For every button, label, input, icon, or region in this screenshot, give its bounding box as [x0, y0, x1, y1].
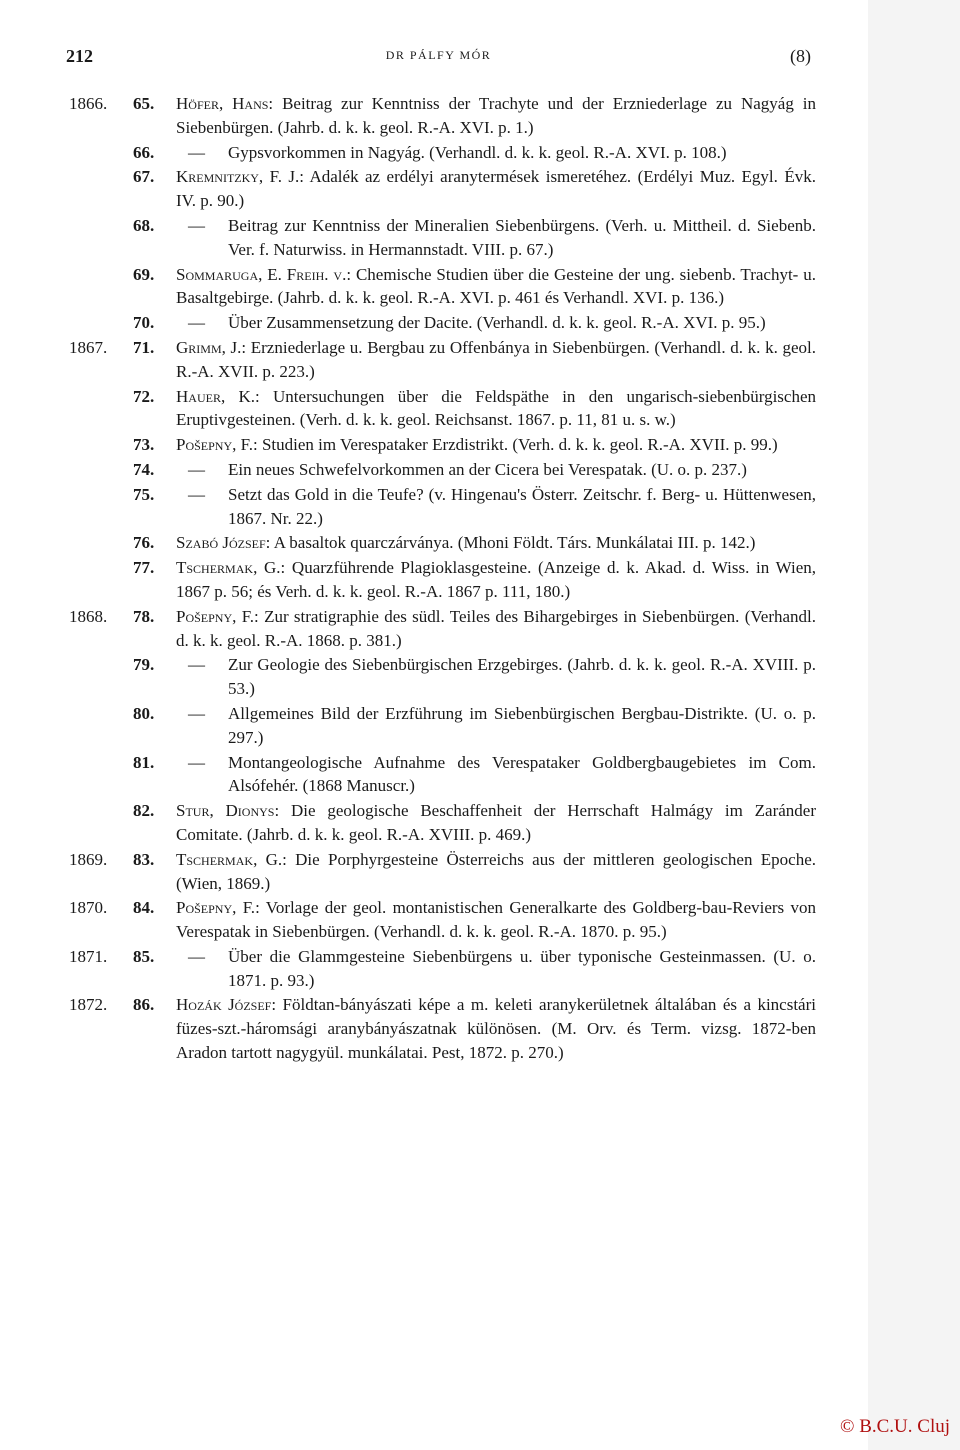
entry-text	[228, 141, 816, 165]
section-number: (8)	[790, 46, 811, 66]
entry-text	[176, 336, 816, 384]
bibliography-entry	[66, 605, 816, 653]
bibliography-entry	[66, 458, 816, 482]
entry-text	[228, 483, 816, 531]
entry-title: Gypsvorkommen in Nagyág. (Verhandl. d. k. k. geol. R.-A. XVI. p. 108.)	[228, 142, 727, 162]
entry-title: : Studien im Verespataker Erzdistrikt. (Verh. d. k. k. geol. R.-A. XVII. p. 99.)	[252, 435, 778, 455]
bibliography-entry	[66, 336, 816, 384]
entry-title: : Chemische Studien über die Gesteine der ung. siebenb. Trachyt- u. Basaltgebirge. (Jahrb. d. k. k. geol. R.-A. XVI. p. 461 és Verhandl. XVI. p. 136.)	[176, 264, 816, 308]
entry-author: Kremnitzky, F. J.	[176, 167, 300, 187]
entry-title: : Vorlage der geol. montanistischen Generalkarte des Goldberg-bau-Reviers von Verespatak in Siebenbürgen. (Verhandl. d. k. k. geol. R.-A. 1870. p. 95.)	[176, 898, 816, 942]
entry-ditto-dash: —	[188, 142, 205, 162]
bibliography-entry	[66, 311, 816, 335]
entry-author: Tschermak, G.	[176, 849, 283, 869]
entry-text	[176, 92, 816, 140]
bibliography-entry	[66, 702, 816, 750]
bibliography-entry	[66, 945, 816, 993]
entry-title: Beitrag zur Kenntniss der Mineralien Siebenbürgens. (Verh. u. Mittheil. d. Siebenb. Ver. f. Naturwiss. in Hermannstadt. VIII. p. 67.)	[228, 215, 816, 259]
bibliography-entry	[66, 993, 816, 1064]
entry-ditto-dash: —	[188, 484, 205, 504]
entry-year: 1872.	[69, 995, 108, 1015]
entry-title: Über Zusammensetzung der Dacite. (Verhandl. d. k. k. geol. R.-A. XVI. p. 95.)	[228, 313, 766, 333]
entry-title: : Adalék az erdélyi aranytermések ismeretéhez. (Erdélyi Muz. Egyl. Évk. IV. p. 90.)	[176, 167, 816, 211]
entry-title: Zur Geologie des Siebenbürgischen Erzgebirges. (Jahrb. d. k. k. geol. R.-A. XVIII. p. 53.)	[228, 655, 816, 699]
entry-ditto-dash: —	[188, 459, 205, 479]
bibliography-entry	[66, 214, 816, 262]
bibliography-entry	[66, 385, 816, 433]
entry-year: 1867.	[69, 337, 108, 357]
entry-text	[228, 945, 816, 993]
entry-number: 78.	[133, 606, 155, 626]
entry-author: Pošepny, F.	[176, 435, 253, 455]
entry-author: Stur, Dionys	[176, 801, 275, 821]
entry-number: 82.	[133, 801, 155, 821]
entry-text	[228, 458, 816, 482]
bibliography-entry	[66, 483, 816, 531]
entry-number: 72.	[133, 386, 155, 406]
bibliography-entry	[66, 799, 816, 847]
entry-number: 71.	[133, 337, 155, 357]
entry-number: 79.	[133, 655, 155, 675]
entry-ditto-dash: —	[188, 703, 205, 723]
entry-author: Pošepny, F.	[176, 898, 256, 918]
entry-text	[176, 993, 816, 1064]
entry-text	[176, 263, 816, 311]
bibliography-entry	[66, 141, 816, 165]
entry-text	[228, 702, 816, 750]
bibliography-entry	[66, 263, 816, 311]
entry-year: 1868.	[69, 606, 108, 626]
entry-number: 76.	[133, 533, 155, 553]
bibliography-entry	[66, 433, 816, 457]
entry-title: Montangeologische Aufnahme des Verespataker Goldbergbaugebietes im Com. Alsófehér. (1868 Manuscr.)	[228, 752, 816, 796]
entry-title: : A basaltok quarczárványa. (Mhoni Földt. Társ. Munkálatai III. p. 142.)	[265, 533, 756, 553]
page-header	[66, 46, 811, 72]
bibliography-entry	[66, 165, 816, 213]
entry-number: 70.	[133, 313, 155, 333]
entry-year: 1866.	[69, 94, 108, 113]
entry-author: Tschermak, G.	[176, 558, 281, 578]
bibliography-entry	[66, 653, 816, 701]
entry-year: 1870.	[69, 898, 108, 918]
entry-text	[228, 751, 816, 799]
entry-number: 84.	[133, 898, 155, 918]
bibliography-entry	[66, 556, 816, 604]
entry-title: Über die Glammgesteine Siebenbürgens u. über typonische Gesteinmassen. (U. o. 1871. p. 93.)	[228, 946, 816, 990]
entry-ditto-dash: —	[188, 655, 205, 675]
entry-text	[228, 214, 816, 262]
entry-title: : Quarzführende Plagioklasgesteine. (Anzeige d. k. Akad. d. Wiss. in Wien, 1867 p. 56; és Verh. d. k. k. geol. R.-A. 1867 p. 111, 180.)	[176, 558, 817, 601]
entry-text	[176, 433, 816, 457]
entry-number: 75.	[133, 484, 155, 504]
entry-title: : Beitrag zur Kenntniss der Trachyte und der Erzniederlage zu Nagyág in Siebenbürgen. (Jahrb. d. k. k. geol. R.-A. XVI. p. 1.)	[176, 94, 817, 137]
entry-text	[176, 799, 816, 847]
entry-text	[228, 311, 816, 335]
entry-number: 65.	[133, 94, 155, 113]
entry-title: : Die geologische Beschaffenheit der Herrschaft Halmágy im Zaránder Comitate. (Jahrb. d. k. k. geol. R.-A. XVIII. p. 469.)	[176, 801, 816, 844]
entry-ditto-dash: —	[188, 946, 205, 966]
entry-year: 1871.	[69, 946, 108, 966]
bibliography-entry	[66, 751, 816, 799]
entry-title: : Untersuchungen über die Feldspäthe in den ungarisch-siebenbürgischen Eruptivgesteinen. (Verh. d. k. k. geol. Reichsanst. 1867. p. 11, 81 u. s. w.)	[176, 386, 816, 430]
entry-title: : Zur stratigraphie des südl. Teiles des Bihargebirges in Siebenbürgen. (Verhandl. d. k. k. geol. R.-A. 1868. p. 381.)	[176, 606, 816, 650]
entry-title: : Die Porphyrgesteine Österreichs aus der mittleren geologischen Epoche. (Wien, 1869.)	[176, 849, 816, 893]
entry-text	[176, 531, 816, 555]
bibliography-list	[66, 92, 816, 1066]
bibliography-entry	[66, 848, 816, 896]
entry-number: 77.	[133, 558, 155, 578]
scan-margin	[868, 0, 960, 1450]
entry-number: 66.	[133, 142, 155, 162]
entry-author: Hozák József	[176, 995, 272, 1015]
entry-number: 85.	[133, 946, 155, 966]
entry-ditto-dash: —	[188, 752, 205, 772]
entry-author: Sommaruga, E. Freih. v.	[176, 264, 347, 284]
entry-text	[176, 556, 816, 604]
entry-ditto-dash: —	[188, 313, 205, 333]
entry-number: 74.	[133, 459, 155, 479]
entry-text	[176, 896, 816, 944]
entry-number: 80.	[133, 703, 155, 723]
entry-text	[176, 165, 816, 213]
entry-title: : Földtan-bányászati képe a m. keleti aranykerületnek általában és a kincstári füzes-szt.-háromsági aranybányászatnak különösen. (M. Orv. és Term. vizsg. 1872-ben Aradon tartott nagygyül. munkálatai. Pest, 1872. p. 270.)	[176, 995, 816, 1063]
entry-number: 86.	[133, 995, 155, 1015]
entry-title: Allgemeines Bild der Erzführung im Siebenbürgischen Bergbau-Distrikte. (U. o. p. 297.)	[228, 703, 816, 747]
entry-text	[176, 385, 816, 433]
bibliography-entry	[66, 896, 816, 944]
entry-year: 1869.	[69, 849, 108, 869]
entry-text	[228, 653, 816, 701]
entry-number: 73.	[133, 435, 155, 455]
entry-author: Pošepny, F.	[176, 606, 255, 626]
entry-text	[176, 605, 816, 653]
entry-number: 68.	[133, 215, 155, 235]
entry-number: 81.	[133, 752, 155, 772]
entry-author: Höfer, Hans	[176, 94, 269, 113]
page-number: 212	[66, 46, 93, 66]
entry-ditto-dash: —	[188, 215, 205, 235]
bibliography-entry	[66, 531, 816, 555]
entry-author: Hauer, K.	[176, 386, 256, 406]
entry-text	[176, 848, 816, 896]
entry-title: Setzt das Gold in die Teufe? (v. Hingenau's Österr. Zeitschr. f. Berg- u. Hüttenwesen, 1867. Nr. 22.)	[228, 484, 816, 528]
bibliography-entry	[66, 92, 816, 140]
copyright-watermark: © B.C.U. Cluj	[840, 1416, 950, 1437]
entry-author: Szabó József	[176, 533, 266, 553]
entry-title: : Erzniederlage u. Bergbau zu Offenbánya in Siebenbürgen. (Verhandl. d. k. k. geol. R.-A. XVII. p. 223.)	[176, 337, 816, 381]
entry-author: Grimm, J.	[176, 337, 242, 357]
running-title: DR PÁLFY MÓR	[385, 48, 492, 62]
entry-number: 69.	[133, 264, 155, 284]
entry-title: Ein neues Schwefelvorkommen an der Cicera bei Verespatak. (U. o. p. 237.)	[228, 459, 747, 479]
entry-number: 83.	[133, 849, 155, 869]
entry-number: 67.	[133, 167, 155, 187]
